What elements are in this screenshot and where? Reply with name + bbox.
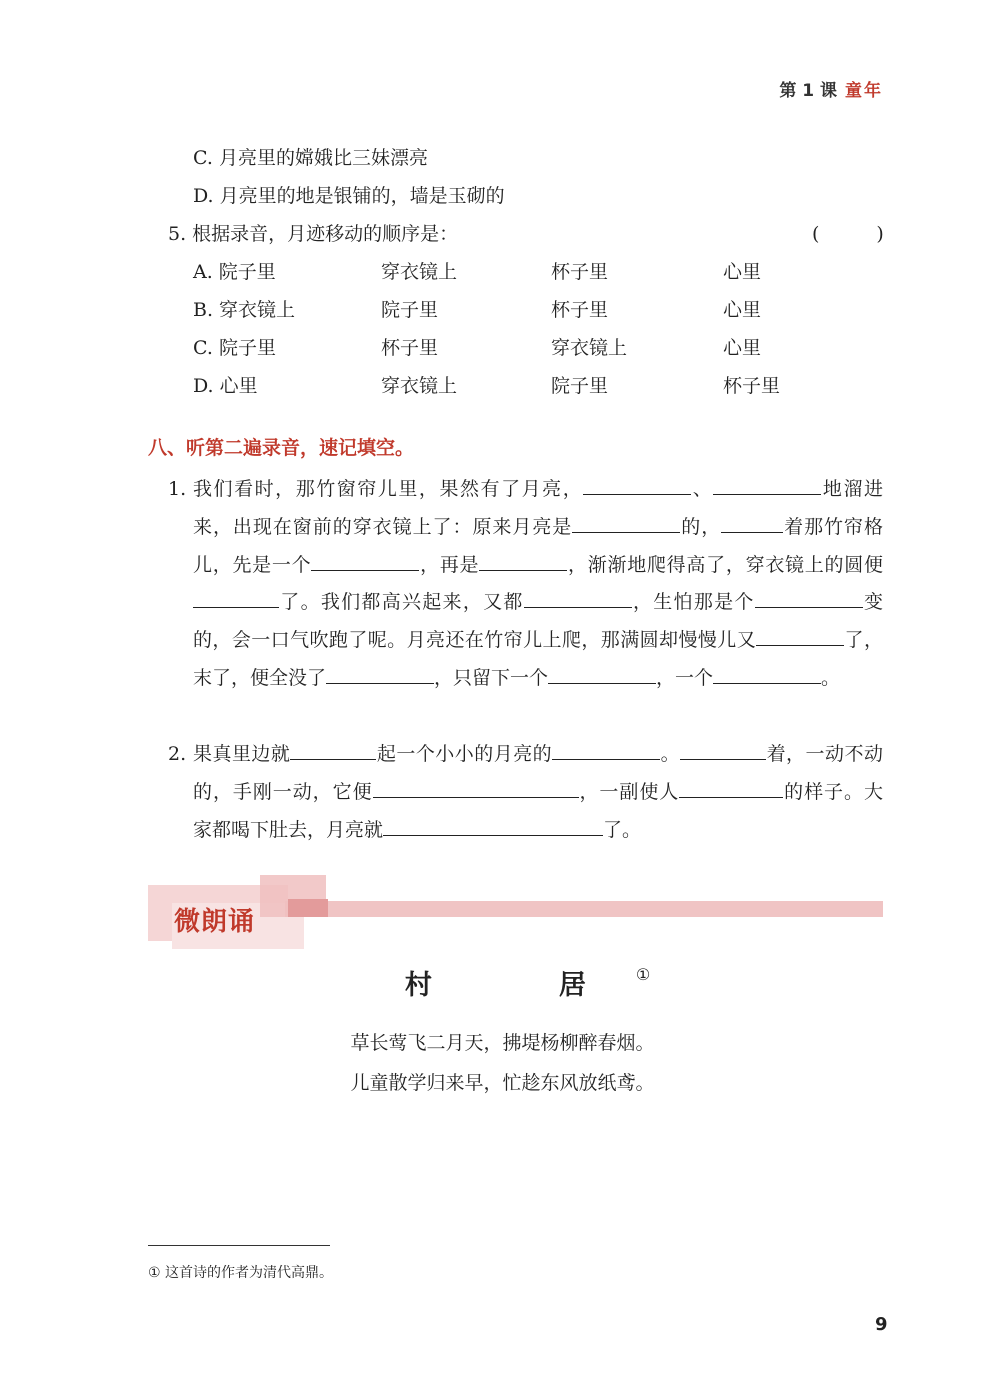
text: ，一副使人 [578, 780, 680, 803]
footnote-rule [148, 1245, 330, 1246]
text: 的， [680, 515, 722, 538]
running-header [779, 76, 883, 101]
text: 了。 [603, 818, 642, 841]
text: 着那竹帘格儿，先是一个 [193, 515, 883, 576]
text: 地溜进来，出现在窗前的穿衣镜上了：原来月亮是 [193, 478, 883, 538]
text: 起一个小小的月亮的 [376, 743, 553, 765]
q5-option-b-1: B. 穿衣镜上 [193, 299, 296, 321]
item-1-number: 1. [168, 478, 187, 500]
blank[interactable] [548, 662, 656, 684]
q5-option-c-4: 心里 [723, 337, 762, 359]
q5-option-b-2: 院子里 [381, 299, 439, 321]
q5-option-d-3: 院子里 [551, 375, 609, 397]
poem-title-text: 村 居 [404, 970, 636, 1001]
text: 的样子。大家都喝下肚去，月亮就 [193, 780, 883, 841]
text: 我们看时，那竹窗帘儿里，果然有了月亮， [193, 478, 584, 500]
section-8-title: 八、听第二遍录音，速记填空。 [148, 437, 415, 459]
blank[interactable] [583, 473, 691, 495]
footnote: ① 这首诗的作者为清代高鼎。 [148, 1265, 334, 1281]
q5-answer-paren[interactable]: ( ) [812, 223, 884, 245]
text: ，再是 [419, 553, 480, 576]
blank[interactable] [326, 662, 434, 684]
banner-bar [285, 901, 883, 917]
q5-option-a-1: A. 院子里 [193, 261, 276, 283]
text: 。 [821, 666, 841, 689]
q5-option-c-3: 穿衣镜上 [551, 337, 628, 359]
blank[interactable] [383, 814, 603, 836]
q5-prompt: 5. 根据录音，月迹移动的顺序是： [168, 223, 459, 245]
poem-line-1: 草长莺飞二月天，拂堤杨柳醉春烟。 [350, 1032, 655, 1054]
blank[interactable] [679, 776, 783, 798]
q5-option-d-1: D. 心里 [193, 375, 258, 397]
text: 了，末了，便全没了 [193, 629, 883, 689]
blank[interactable] [713, 662, 821, 684]
q5-option-d-4: 杯子里 [723, 375, 781, 397]
blank[interactable] [311, 549, 419, 571]
footnote-marker[interactable]: ① [635, 965, 651, 984]
item-2-paragraph [193, 736, 883, 849]
q5-option-a-2: 穿衣镜上 [381, 261, 458, 283]
blank[interactable] [713, 473, 821, 495]
blank[interactable] [290, 738, 376, 760]
text: 变的，会一口气吹跑了呢。月亮还在竹帘儿上爬，那满圆却慢慢儿又 [193, 591, 883, 652]
blank[interactable] [721, 511, 783, 533]
lesson-title: 童年 [845, 81, 883, 101]
blank[interactable] [524, 587, 632, 609]
blank[interactable] [552, 738, 660, 760]
poem-title [0, 963, 1005, 1002]
q5-option-b-4: 心里 [723, 299, 762, 321]
text: 果真里边就 [193, 743, 291, 765]
banner-decoration [288, 899, 328, 917]
blank[interactable] [572, 511, 680, 533]
q5-option-c-1: C. 院子里 [193, 337, 276, 359]
lesson-number: 第 1 课 [779, 81, 837, 101]
q5-option-d-2: 穿衣镜上 [381, 375, 458, 397]
text: ，只留下一个 [434, 666, 549, 689]
q5-option-b-3: 杯子里 [551, 299, 609, 321]
item-2-number: 2. [168, 743, 187, 765]
text: 着，一动不动的，手刚一动，它便 [193, 743, 883, 803]
text: ，生怕那是个 [631, 591, 755, 614]
q5-option-a-4: 心里 [723, 261, 762, 283]
text: 了。我们都高兴起来，又都 [279, 591, 524, 614]
blank[interactable] [193, 587, 279, 609]
page-number: 9 [875, 1314, 888, 1335]
poem-line-2: 儿童散学归来早，忙趁东风放纸鸢。 [350, 1072, 655, 1094]
item-1-paragraph [193, 471, 883, 698]
blank[interactable] [680, 738, 766, 760]
q5-option-a-3: 杯子里 [551, 261, 609, 283]
q4-option-d: D. 月亮里的地是银铺的，墙是玉砌的 [193, 185, 505, 207]
q4-option-c: C. 月亮里的嫦娥比三妹漂亮 [193, 147, 428, 169]
q5-option-c-2: 杯子里 [381, 337, 439, 359]
blank[interactable] [373, 776, 579, 798]
blank[interactable] [756, 624, 844, 646]
text: 、 [691, 478, 714, 500]
text: ，渐渐地爬得高了，穿衣镜上的圆便 [567, 553, 883, 576]
text: 。 [660, 743, 681, 765]
blank[interactable] [755, 587, 863, 609]
q5-options [0, 253, 1005, 405]
blank[interactable] [479, 549, 567, 571]
text: ，一个 [656, 666, 714, 689]
banner-label: 微朗诵 [174, 907, 256, 937]
